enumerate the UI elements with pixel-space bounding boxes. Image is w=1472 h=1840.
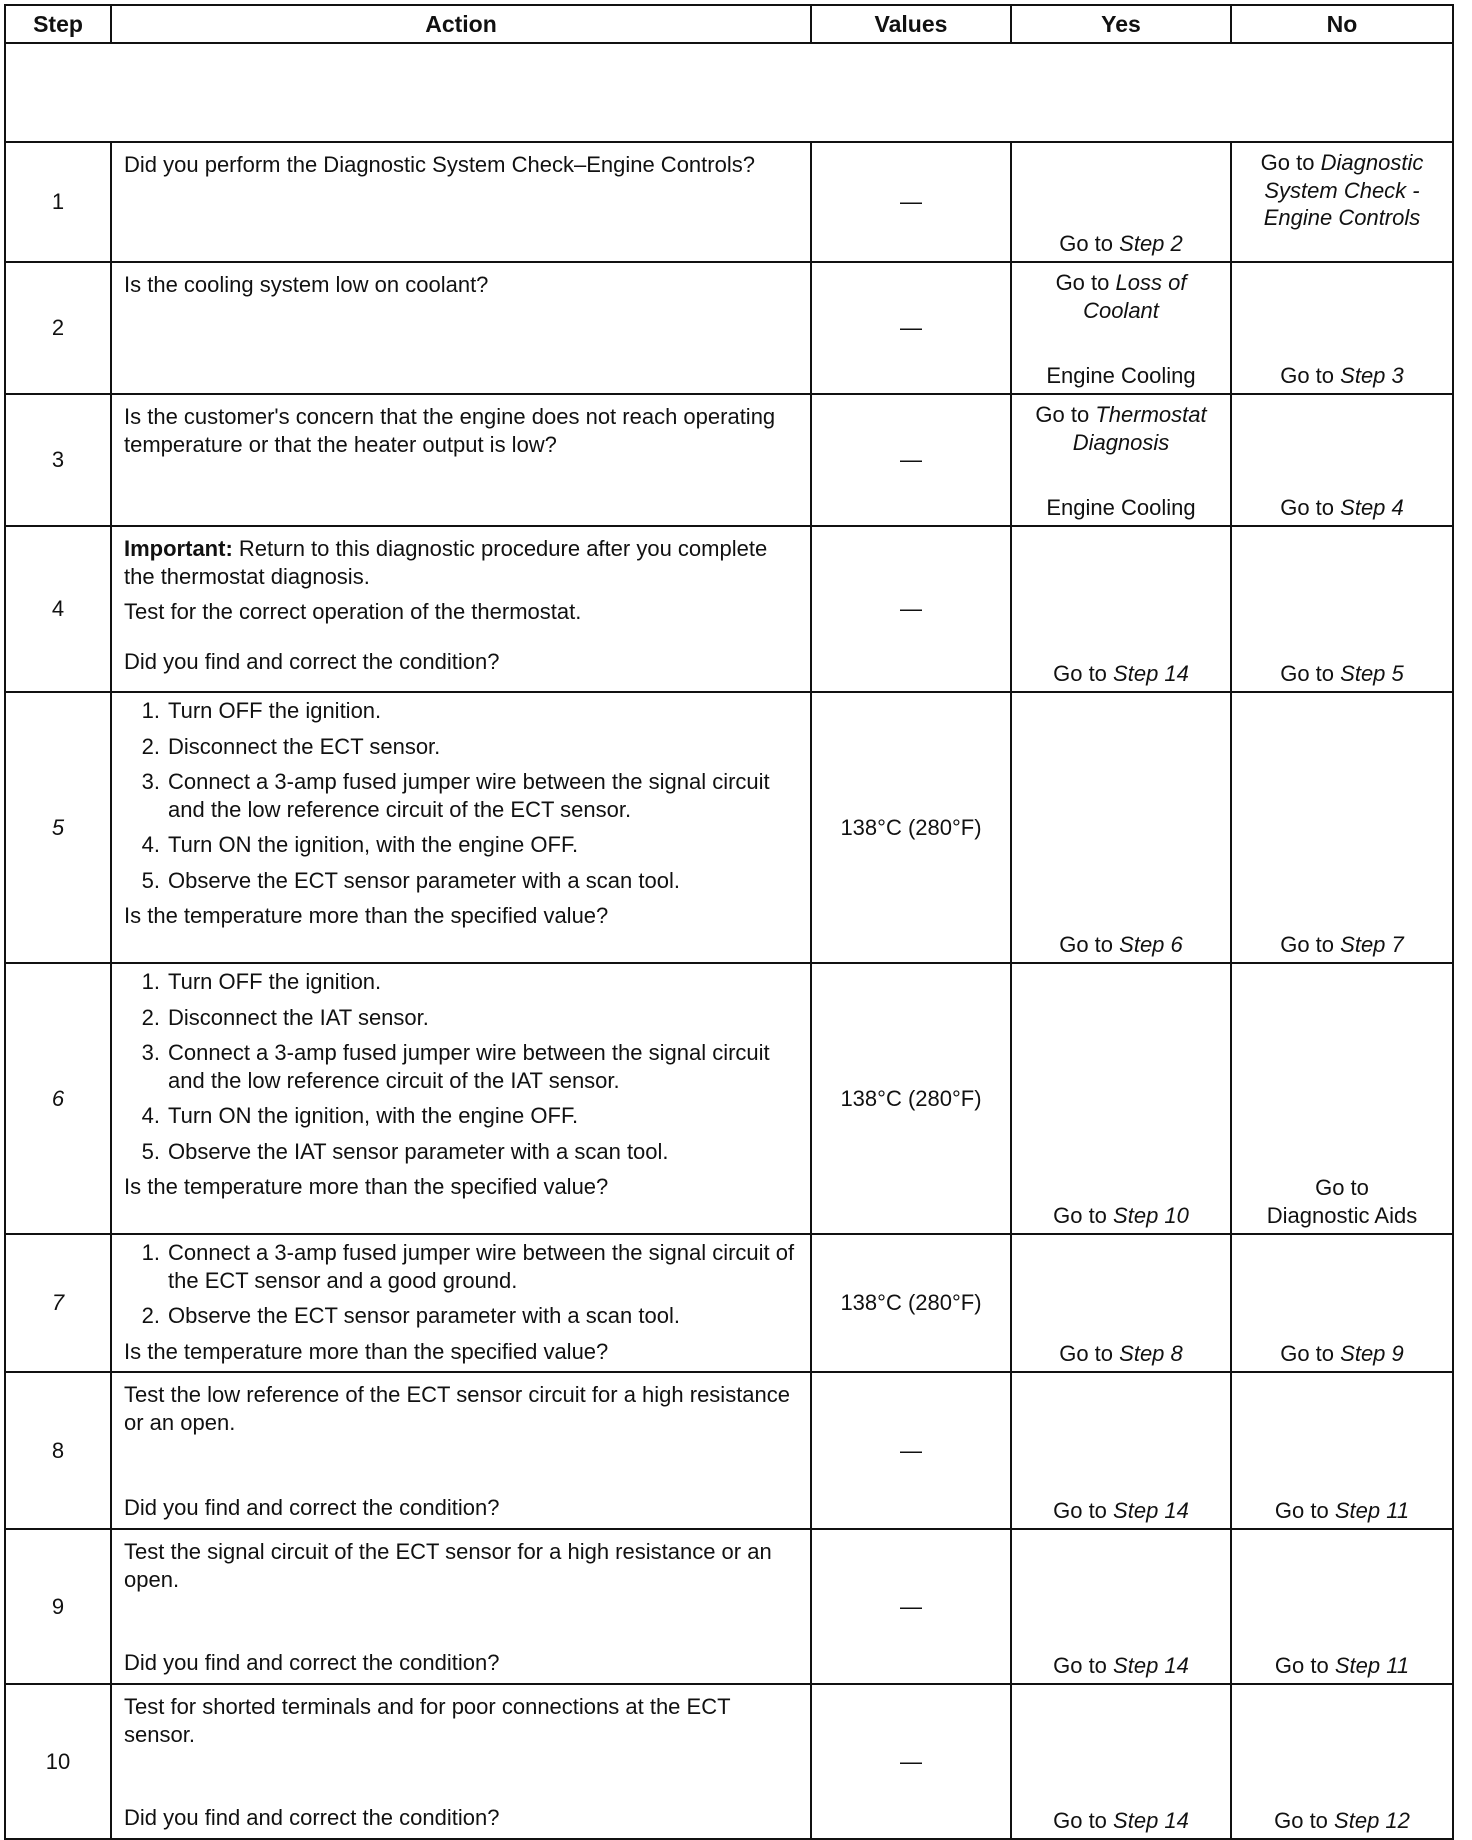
yes-prefix: Go to bbox=[1053, 660, 1107, 686]
no-cell bbox=[1231, 1234, 1453, 1372]
action-cell bbox=[111, 394, 811, 526]
yes-prefix: Go to bbox=[1053, 1807, 1107, 1833]
substep-number: 3. bbox=[141, 769, 160, 794]
yes-suffix: Engine Cooling bbox=[1046, 362, 1196, 388]
value-cell: — bbox=[811, 1684, 1011, 1839]
table-row bbox=[5, 1684, 1453, 1839]
value-cell: — bbox=[811, 394, 1011, 526]
yes-prefix: Go to bbox=[1059, 230, 1114, 256]
substep-number: 5. bbox=[141, 1138, 160, 1164]
table-row bbox=[5, 262, 1453, 394]
no-cell bbox=[1231, 1372, 1453, 1529]
value-cell: — bbox=[811, 1529, 1011, 1684]
yes-suffix: Engine Cooling bbox=[1046, 494, 1196, 520]
no-link[interactable]: Step 7 bbox=[1340, 931, 1404, 957]
substep-number: 2. bbox=[141, 1303, 160, 1328]
action-text: Test for shorted terminals and for poor connections at the ECT sensor. bbox=[124, 1694, 731, 1747]
action-cell bbox=[111, 1684, 811, 1839]
action-text: Test for the correct operation of the thermostat. bbox=[124, 599, 582, 624]
step-number: 9 bbox=[5, 1529, 111, 1684]
diagnostic-table bbox=[4, 4, 1454, 1840]
table-row bbox=[5, 692, 1453, 963]
yes-cell bbox=[1011, 394, 1231, 526]
blank-row bbox=[5, 43, 1453, 142]
header-step: Step bbox=[5, 5, 111, 43]
action-question: Did you find and correct the condition? bbox=[124, 648, 500, 674]
action-cell bbox=[111, 692, 811, 963]
header-no: No bbox=[1231, 5, 1453, 43]
no-prefix: Go to bbox=[1260, 150, 1315, 175]
action-cell bbox=[111, 526, 811, 692]
header-values: Values bbox=[811, 5, 1011, 43]
action-question: Is the temperature more than the specified value? bbox=[124, 903, 609, 928]
no-cell bbox=[1231, 1529, 1453, 1684]
no-link[interactable]: Step 3 bbox=[1340, 362, 1404, 388]
no-prefix: Go to bbox=[1280, 1340, 1335, 1366]
yes-cell bbox=[1011, 142, 1231, 262]
action-text: Is the customer's concern that the engine does not reach operating temperature or that the heater output is low? bbox=[124, 404, 776, 457]
table-row bbox=[5, 394, 1453, 526]
action-cell bbox=[111, 1234, 811, 1372]
list-item bbox=[124, 1039, 798, 1094]
yes-cell bbox=[1011, 526, 1231, 692]
no-prefix: Go to bbox=[1280, 362, 1335, 388]
step-number: 7 bbox=[5, 1234, 111, 1372]
yes-cell bbox=[1011, 262, 1231, 394]
list-item bbox=[124, 1004, 798, 1032]
no-cell bbox=[1231, 963, 1453, 1234]
action-cell bbox=[111, 262, 811, 394]
step-number: 4 bbox=[5, 526, 111, 692]
table-row bbox=[5, 1234, 1453, 1372]
substep-number: 1. bbox=[141, 1240, 160, 1265]
substep-text: Turn OFF the ignition. bbox=[168, 698, 382, 723]
no-prefix: Go to bbox=[1280, 660, 1335, 686]
table-row bbox=[5, 1529, 1453, 1684]
substep-number: 5. bbox=[141, 867, 160, 893]
important-note bbox=[124, 535, 798, 590]
no-prefix: Go to bbox=[1315, 1175, 1369, 1200]
step-number: 5 bbox=[5, 692, 111, 963]
list-item bbox=[124, 697, 798, 725]
action-question: Did you find and correct the condition? bbox=[124, 1804, 500, 1830]
substep-list bbox=[124, 968, 798, 1165]
no-cell bbox=[1231, 394, 1453, 526]
action-cell bbox=[111, 1529, 811, 1684]
value-cell: 138°C (280°F) bbox=[811, 1234, 1011, 1372]
step-number: 1 bbox=[5, 142, 111, 262]
value-cell: — bbox=[811, 262, 1011, 394]
substep-text: Turn OFF the ignition. bbox=[168, 969, 382, 994]
substep-text: Turn ON the ignition, with the engine OFF. bbox=[168, 1103, 579, 1128]
no-link[interactable]: Step 11 bbox=[1334, 1652, 1410, 1678]
substep-number: 1. bbox=[141, 698, 160, 723]
list-item bbox=[124, 968, 798, 996]
yes-prefix: Go to bbox=[1035, 402, 1090, 427]
header-row bbox=[5, 5, 1453, 43]
important-label: Important: bbox=[124, 536, 233, 561]
action-cell bbox=[111, 142, 811, 262]
list-item bbox=[124, 1102, 798, 1130]
value-cell: — bbox=[811, 142, 1011, 262]
action-question: Is the temperature more than the specified value? bbox=[124, 1338, 609, 1364]
action-text: Test the low reference of the ECT sensor circuit for a high resistance or an open. bbox=[124, 1382, 791, 1435]
list-item bbox=[124, 867, 798, 895]
yes-cell bbox=[1011, 1234, 1231, 1372]
yes-link[interactable]: Step 6 bbox=[1119, 931, 1183, 957]
no-cell bbox=[1231, 262, 1453, 394]
action-cell bbox=[111, 1372, 811, 1529]
yes-prefix: Go to bbox=[1053, 1497, 1107, 1523]
important-text: Return to this diagnostic procedure after you complete the thermostat diagnosis. bbox=[124, 536, 768, 589]
substep-text: Disconnect the IAT sensor. bbox=[168, 1004, 429, 1030]
yes-link[interactable]: Step 14 bbox=[1113, 1807, 1189, 1833]
step-number: 10 bbox=[5, 1684, 111, 1839]
yes-prefix: Go to bbox=[1059, 931, 1114, 957]
step-number: 3 bbox=[5, 394, 111, 526]
table-row bbox=[5, 526, 1453, 692]
action-text: Did you perform the Diagnostic System Check–Engine Controls? bbox=[124, 152, 755, 177]
no-link[interactable]: Step 5 bbox=[1340, 660, 1404, 686]
action-question: Did you find and correct the condition? bbox=[124, 1649, 500, 1675]
yes-link[interactable]: Step 14 bbox=[1113, 660, 1189, 686]
list-item bbox=[124, 768, 798, 823]
yes-link[interactable]: Step 8 bbox=[1119, 1340, 1183, 1366]
action-cell bbox=[111, 963, 811, 1234]
step-number: 6 bbox=[5, 963, 111, 1234]
table-row bbox=[5, 142, 1453, 262]
table-row bbox=[5, 963, 1453, 1234]
list-item bbox=[124, 1302, 798, 1330]
no-cell bbox=[1231, 692, 1453, 963]
no-link[interactable]: Step 12 bbox=[1334, 1807, 1410, 1833]
substep-text: Observe the ECT sensor parameter with a scan tool. bbox=[168, 867, 680, 893]
substep-list bbox=[124, 1239, 798, 1330]
yes-link[interactable]: Thermostat Diagnosis bbox=[1072, 402, 1207, 455]
no-prefix: Go to bbox=[1274, 1497, 1329, 1523]
header-yes: Yes bbox=[1011, 5, 1231, 43]
yes-prefix: Go to bbox=[1059, 1340, 1114, 1366]
action-text: Is the cooling system low on coolant? bbox=[124, 272, 489, 297]
header-action: Action bbox=[111, 5, 811, 43]
action-question: Did you find and correct the condition? bbox=[124, 1494, 500, 1520]
no-prefix: Go to bbox=[1274, 1807, 1328, 1833]
value-cell: — bbox=[811, 526, 1011, 692]
list-item bbox=[124, 1138, 798, 1166]
substep-number: 1. bbox=[141, 969, 160, 994]
yes-prefix: Go to bbox=[1055, 270, 1110, 295]
blank-cell bbox=[5, 43, 1453, 142]
substep-number: 4. bbox=[141, 1103, 160, 1128]
no-prefix: Go to bbox=[1274, 1652, 1329, 1678]
no-cell bbox=[1231, 1684, 1453, 1839]
yes-cell bbox=[1011, 1529, 1231, 1684]
no-cell bbox=[1231, 142, 1453, 262]
step-number: 2 bbox=[5, 262, 111, 394]
table-row bbox=[5, 1372, 1453, 1529]
yes-prefix: Go to bbox=[1053, 1202, 1107, 1228]
substep-text: Observe the ECT sensor parameter with a scan tool. bbox=[168, 1303, 680, 1328]
value-cell: 138°C (280°F) bbox=[811, 963, 1011, 1234]
substep-text: Connect a 3-amp fused jumper wire between the signal circuit and the low reference circuit of the ECT sensor. bbox=[168, 769, 770, 822]
substep-number: 2. bbox=[141, 1004, 160, 1030]
yes-cell bbox=[1011, 963, 1231, 1234]
substep-text: Turn ON the ignition, with the engine OFF. bbox=[168, 832, 579, 857]
action-question: Is the temperature more than the specified value? bbox=[124, 1174, 609, 1199]
no-link[interactable]: Diagnostic System Check - Engine Controls bbox=[1263, 150, 1424, 230]
substep-number: 4. bbox=[141, 832, 160, 857]
substep-text: Disconnect the ECT sensor. bbox=[168, 733, 441, 759]
no-prefix: Go to bbox=[1280, 494, 1335, 520]
no-link[interactable]: Step 4 bbox=[1340, 494, 1404, 520]
no-cell bbox=[1231, 526, 1453, 692]
action-text: Test the signal circuit of the ECT sensor for a high resistance or an open. bbox=[124, 1539, 772, 1592]
value-cell: — bbox=[811, 1372, 1011, 1529]
no-prefix: Go to bbox=[1280, 931, 1335, 957]
list-item bbox=[124, 831, 798, 859]
substep-list bbox=[124, 697, 798, 894]
no-link[interactable]: Step 9 bbox=[1340, 1340, 1404, 1366]
yes-link[interactable]: Step 2 bbox=[1119, 230, 1183, 256]
substep-text: Observe the IAT sensor parameter with a scan tool. bbox=[168, 1138, 669, 1164]
yes-link[interactable]: Step 14 bbox=[1113, 1497, 1189, 1523]
yes-prefix: Go to bbox=[1053, 1652, 1107, 1678]
yes-cell bbox=[1011, 692, 1231, 963]
substep-text: Connect a 3-amp fused jumper wire between the signal circuit and the low reference circuit of the IAT sensor. bbox=[168, 1040, 770, 1093]
yes-link[interactable]: Loss of Coolant bbox=[1083, 270, 1187, 323]
list-item bbox=[124, 1239, 798, 1294]
no-link[interactable]: Step 11 bbox=[1334, 1497, 1410, 1523]
substep-text: Connect a 3-amp fused jumper wire between the signal circuit of the ECT sensor and a good ground. bbox=[168, 1240, 795, 1293]
yes-link[interactable]: Step 14 bbox=[1113, 1652, 1189, 1678]
step-number: 8 bbox=[5, 1372, 111, 1529]
substep-number: 2. bbox=[141, 733, 160, 759]
list-item bbox=[124, 733, 798, 761]
yes-cell bbox=[1011, 1372, 1231, 1529]
yes-cell bbox=[1011, 1684, 1231, 1839]
no-link[interactable]: Diagnostic Aids bbox=[1266, 1202, 1418, 1228]
value-cell: 138°C (280°F) bbox=[811, 692, 1011, 963]
substep-number: 3. bbox=[141, 1040, 160, 1065]
yes-link[interactable]: Step 10 bbox=[1113, 1202, 1189, 1228]
